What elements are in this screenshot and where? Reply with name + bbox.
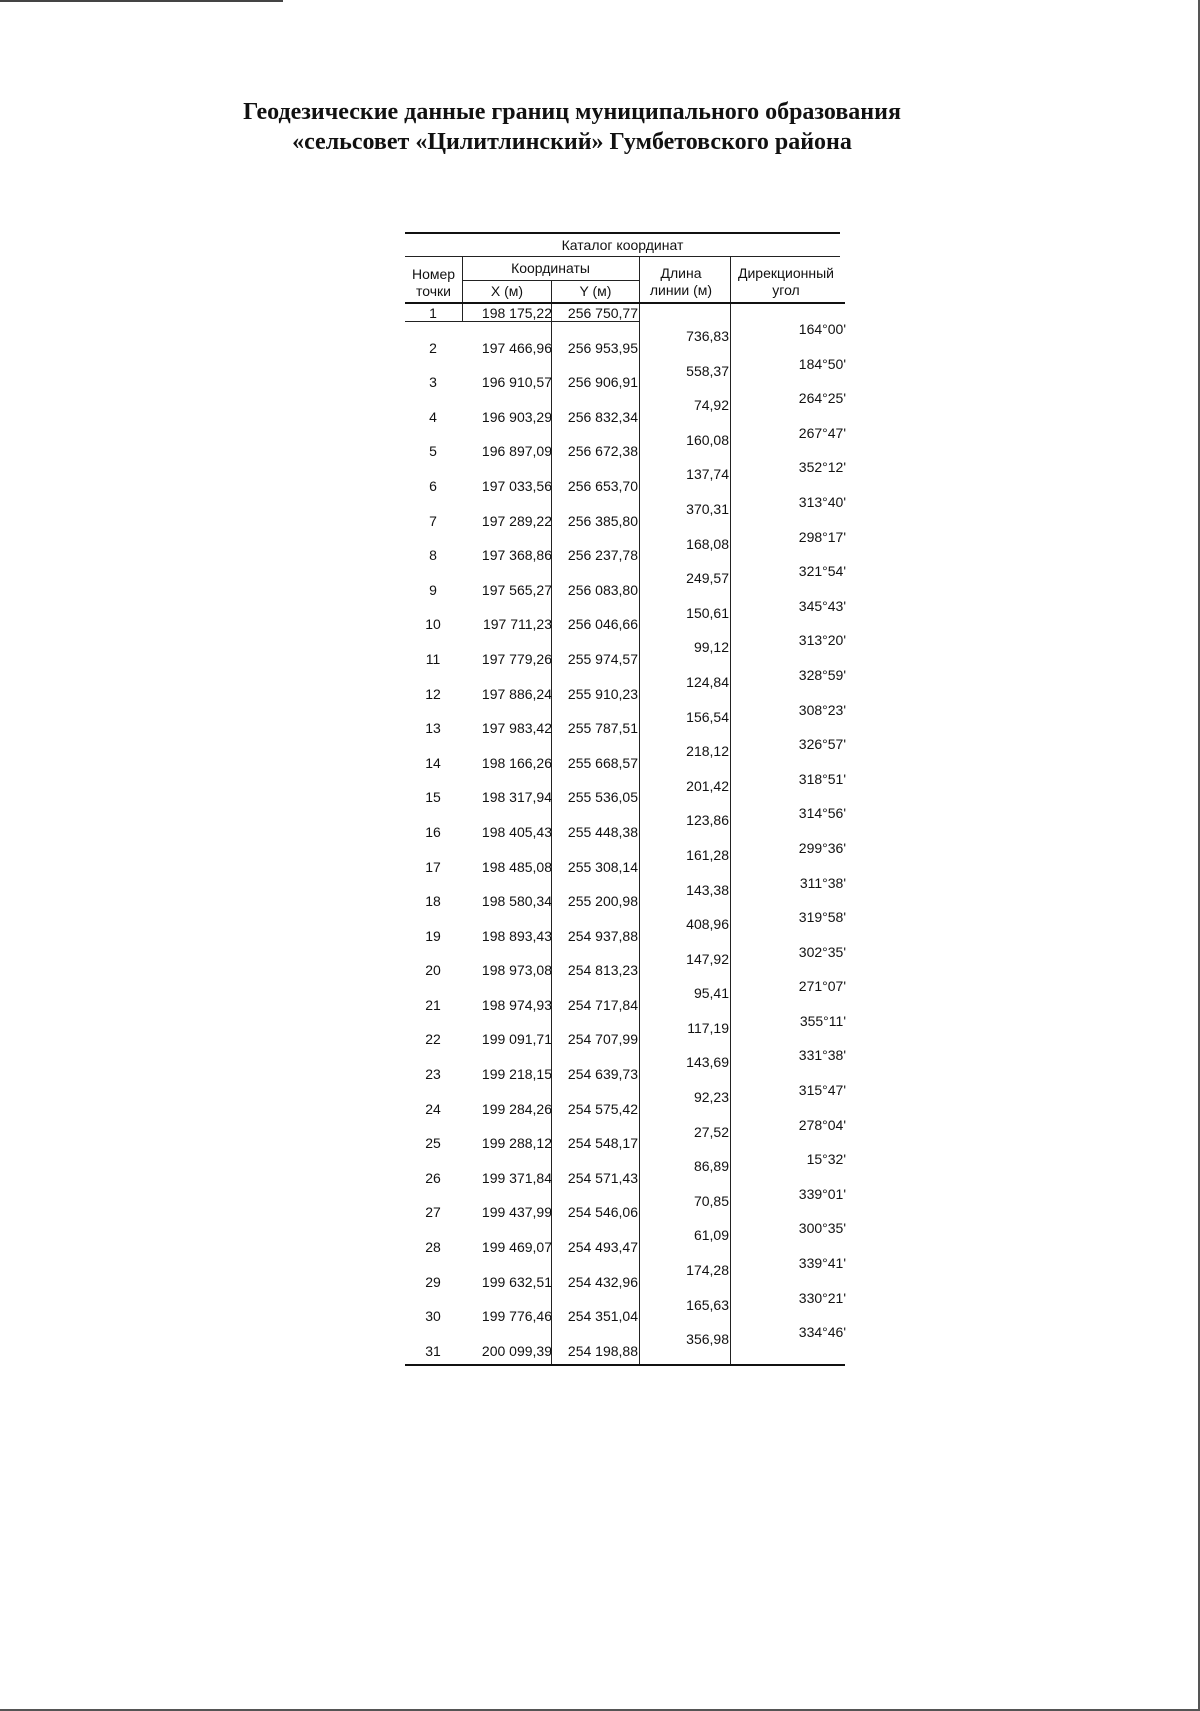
line-length-cell: 86,89 [693,1158,729,1175]
segment-rows [405,321,845,1359]
y-coordinate-cell: 254 575,42 [567,1100,638,1117]
y-coordinate-cell: 256 385,80 [567,512,638,529]
direction-angle-cell: 334°46' [798,1324,846,1341]
x-coordinate-cell: 197 565,27 [481,581,552,598]
line-length-cell: 356,98 [686,1331,729,1348]
y-coordinate-cell: 255 668,57 [567,754,638,771]
direction-angle-cell: 302°35' [798,943,846,960]
title-line-1: Геодезические данные границ муниципального образования [243,99,901,125]
y-coordinate-cell: 256 046,66 [567,616,638,633]
point-number-cell: 16 [425,823,441,840]
point-number-cell: 29 [425,1273,441,1290]
y-coordinate-cell: 254 813,23 [567,962,638,979]
y-coordinate-cell: 256 832,34 [567,408,638,425]
scan-edge-top [0,0,283,2]
title-line-2: «сельсовет «Цилитлинский» Гумбетовского района [292,129,852,155]
point-number-cell: 26 [425,1169,441,1186]
direction-angle-cell: 331°38' [798,1047,846,1064]
direction-angle-cell: 330°21' [798,1289,846,1306]
point-number-cell: 8 [429,547,437,564]
x-coordinate-cell: 198 974,93 [481,996,552,1013]
line-length-cell: 99,12 [693,639,729,656]
header-coordinates: Координаты [511,260,590,276]
table-bottom-rule [405,1364,845,1366]
x-coordinate-cell: 199 632,51 [481,1273,552,1290]
point-number-cell: 14 [425,754,441,771]
point-number-cell: 11 [425,650,441,667]
direction-angle-cell: 311°38' [799,874,846,891]
line-length-cell: 137,74 [686,466,729,483]
x-coordinate-cell: 198 893,43 [481,927,552,944]
direction-angle-cell: 300°35' [798,1220,846,1237]
direction-angle-cell: 271°07' [798,978,846,995]
direction-angle-cell: 15°32' [806,1151,846,1168]
y-coordinate-cell: 256 672,38 [567,443,638,460]
y-coordinate-cell: 254 548,17 [567,1135,638,1152]
header-col-divider-1 [462,256,463,302]
y-coordinate-cell: 254 493,47 [567,1239,638,1256]
y-coordinate-cell: 254 937,88 [567,927,638,944]
line-length-cell: 165,63 [686,1296,729,1313]
y-coordinate-cell: 254 571,43 [567,1169,638,1186]
point-number-cell: 17 [425,858,441,875]
direction-angle-cell: 319°58' [798,909,846,926]
y-coordinate-cell: 255 448,38 [567,823,638,840]
header-line-length: Длина линии (м) [649,265,713,298]
direction-angle-cell: 315°47' [798,1082,846,1099]
x-coordinate-cell: 199 776,46 [481,1308,552,1325]
x-coordinate-cell: 200 099,39 [481,1342,552,1359]
x-coordinate-cell: 197 289,22 [481,512,552,529]
y-coordinate-cell: 254 546,06 [567,1204,638,1221]
y-coordinate-cell: 255 787,51 [567,720,638,737]
segment-row [405,771,845,806]
y-coordinate-cell: 254 717,84 [567,996,638,1013]
segment-row [405,632,845,667]
y-coordinate-cell: 255 974,57 [567,650,638,667]
point-number-cell: 9 [429,581,437,598]
segment-row [405,390,845,425]
segment-row [405,736,845,771]
direction-angle-cell: 339°01' [798,1185,846,1202]
header-col-divider-2 [551,280,552,302]
x-coordinate-cell: 197 711,23 [482,616,552,633]
direction-angle-cell: 267°47' [798,424,846,441]
x-coordinate-cell: 197 886,24 [481,685,552,702]
line-length-cell: 558,37 [686,362,729,379]
point-number-cell: 5 [429,443,437,460]
direction-angle-cell: 355°11' [799,1012,846,1029]
header-y: Y (м) [579,283,612,299]
segment-row [405,1220,845,1255]
direction-angle-cell: 328°59' [798,666,846,683]
direction-angle-cell: 299°36' [798,839,846,856]
direction-angle-cell: 314°56' [798,805,846,822]
segment-row [405,1255,845,1290]
direction-angle-cell: 326°57' [798,736,846,753]
x-coordinate-cell: 198 580,34 [481,893,552,910]
segment-row [405,529,845,564]
segment-row [405,1151,845,1186]
segment-row [405,356,845,391]
header-col-divider-3 [639,256,640,302]
x-coordinate-cell: 197 368,86 [481,547,552,564]
point-number-cell: 30 [425,1308,441,1325]
segment-row [405,494,845,529]
point-number-cell: 10 [425,616,441,633]
x-coordinate-cell: 198 175,22 [481,305,552,321]
x-coordinate-cell: 196 897,09 [481,443,552,460]
x-coordinate-cell: 197 983,42 [481,720,552,737]
point-number-cell: 20 [425,962,441,979]
x-coordinate-cell: 198 485,08 [481,858,552,875]
segment-row [405,1082,845,1117]
header-direction-angle: Дирекционный угол [738,265,834,298]
segment-row [405,563,845,598]
y-coordinate-cell: 255 308,14 [567,858,638,875]
segment-row [405,1186,845,1221]
point-number-cell: 21 [425,996,441,1013]
point-number-cell: 23 [425,1066,441,1083]
x-coordinate-cell: 197 466,96 [481,339,552,356]
line-length-cell: 27,52 [693,1123,729,1140]
x-coordinate-cell: 196 903,29 [481,408,552,425]
point-number-cell: 7 [429,512,437,529]
table-caption: Каталог координат [561,237,684,253]
point-number-cell: 28 [425,1239,441,1256]
x-coordinate-cell: 197 033,56 [481,477,552,494]
segment-row [405,321,845,356]
direction-angle-cell: 308°23' [798,701,846,718]
y-coordinate-cell: 256 237,78 [567,547,638,564]
y-coordinate-cell: 255 536,05 [567,789,638,806]
x-coordinate-cell: 198 405,43 [481,823,552,840]
x-coordinate-cell: 197 779,26 [481,650,552,667]
point-number-cell: 2 [429,339,437,356]
x-coordinate-cell: 198 973,08 [481,962,552,979]
point-number-cell: 1 [429,305,437,321]
point-number-cell: 3 [429,374,437,391]
point-number-cell: 25 [425,1135,441,1152]
y-coordinate-cell: 254 707,99 [567,1031,638,1048]
line-length-cell: 117,19 [687,1019,729,1036]
line-length-cell: 92,23 [693,1089,729,1106]
x-coordinate-cell: 196 910,57 [481,374,552,391]
y-coordinate-cell: 254 432,96 [567,1273,638,1290]
point-number-cell: 12 [425,685,441,702]
segment-row [405,909,845,944]
segment-row [405,459,845,494]
line-length-cell: 143,38 [686,881,729,898]
table-top-rule [405,232,840,234]
line-length-cell: 95,41 [693,985,729,1002]
y-coordinate-cell: 256 750,77 [567,305,638,321]
point-number-cell: 15 [425,789,441,806]
x-coordinate-cell: 198 317,94 [481,789,552,806]
segment-row [405,978,845,1013]
line-length-cell: 174,28 [686,1262,729,1279]
y-coordinate-cell: 256 653,70 [567,477,638,494]
header-x: X (м) [490,283,524,299]
x-coordinate-cell: 199 437,99 [481,1204,552,1221]
direction-angle-cell: 298°17' [798,528,846,545]
header-col-divider-4 [730,256,731,302]
line-length-cell: 370,31 [686,500,729,517]
direction-angle-cell: 184°50' [798,355,846,372]
segment-row [405,944,845,979]
segment-row [405,805,845,840]
y-coordinate-cell: 255 910,23 [567,685,638,702]
line-length-cell: 61,09 [693,1227,729,1244]
direction-angle-cell: 345°43' [798,597,846,614]
x-coordinate-cell: 199 469,07 [481,1239,552,1256]
x-coordinate-cell: 198 166,26 [481,754,552,771]
x-coordinate-cell: 199 288,12 [481,1135,552,1152]
caption-divider [405,256,840,257]
direction-angle-cell: 264°25' [798,390,846,407]
point-number-cell: 27 [425,1204,441,1221]
line-length-cell: 123,86 [686,812,729,829]
line-length-cell: 249,57 [686,570,729,587]
line-length-cell: 160,08 [686,431,729,448]
segment-row [405,1290,845,1325]
x-coordinate-cell: 199 091,71 [481,1031,552,1048]
direction-angle-cell: 352°12' [798,459,846,476]
segment-row [405,840,845,875]
line-length-cell: 124,84 [686,673,729,690]
x-coordinate-cell: 199 218,15 [481,1066,552,1083]
line-length-cell: 143,69 [686,1054,729,1071]
direction-angle-cell: 164°00' [798,321,846,337]
line-length-cell: 150,61 [686,604,729,621]
segment-row [405,1013,845,1048]
point-number-cell: 4 [429,408,437,425]
y-coordinate-cell: 256 906,91 [567,374,638,391]
line-length-cell: 156,54 [686,708,729,725]
direction-angle-cell: 318°51' [798,770,846,787]
direction-angle-cell: 278°04' [798,1116,846,1133]
segment-row [405,1324,845,1359]
line-length-cell: 161,28 [686,846,729,863]
line-length-cell: 74,92 [693,397,729,414]
line-length-cell: 70,85 [693,1192,729,1209]
point-number-cell: 24 [425,1100,441,1117]
line-length-cell: 168,08 [686,535,729,552]
segment-row [405,425,845,460]
point-number-cell: 31 [425,1342,441,1359]
header-point-number: Номер точки [411,266,456,299]
line-length-cell: 201,42 [686,777,729,794]
x-coordinate-cell: 199 371,84 [481,1169,552,1186]
segment-row [405,1117,845,1152]
segment-row [405,875,845,910]
line-length-cell: 736,83 [686,328,729,344]
line-length-cell: 218,12 [686,743,729,760]
direction-angle-cell: 313°40' [798,493,846,510]
direction-angle-cell: 339°41' [798,1255,846,1272]
segment-row [405,667,845,702]
y-coordinate-cell: 256 953,95 [567,339,638,356]
y-coordinate-cell: 256 083,80 [567,581,638,598]
direction-angle-cell: 321°54' [798,563,846,580]
segment-row [405,702,845,737]
direction-angle-cell: 313°20' [798,632,846,649]
segment-row [405,1047,845,1082]
y-coordinate-cell: 254 639,73 [567,1066,638,1083]
point-number-cell: 13 [425,720,441,737]
segment-row [405,598,845,633]
y-coordinate-cell: 255 200,98 [567,893,638,910]
x-coordinate-cell: 199 284,26 [481,1100,552,1117]
point-number-cell: 18 [425,893,441,910]
point-number-cell: 22 [425,1031,441,1048]
line-length-cell: 147,92 [686,950,729,967]
y-coordinate-cell: 254 351,04 [567,1308,638,1325]
line-length-cell: 408,96 [686,916,729,933]
document-title [0,97,1144,157]
point-number-cell: 6 [429,477,437,494]
y-coordinate-cell: 254 198,88 [567,1342,638,1359]
point-number-cell: 19 [425,927,441,944]
